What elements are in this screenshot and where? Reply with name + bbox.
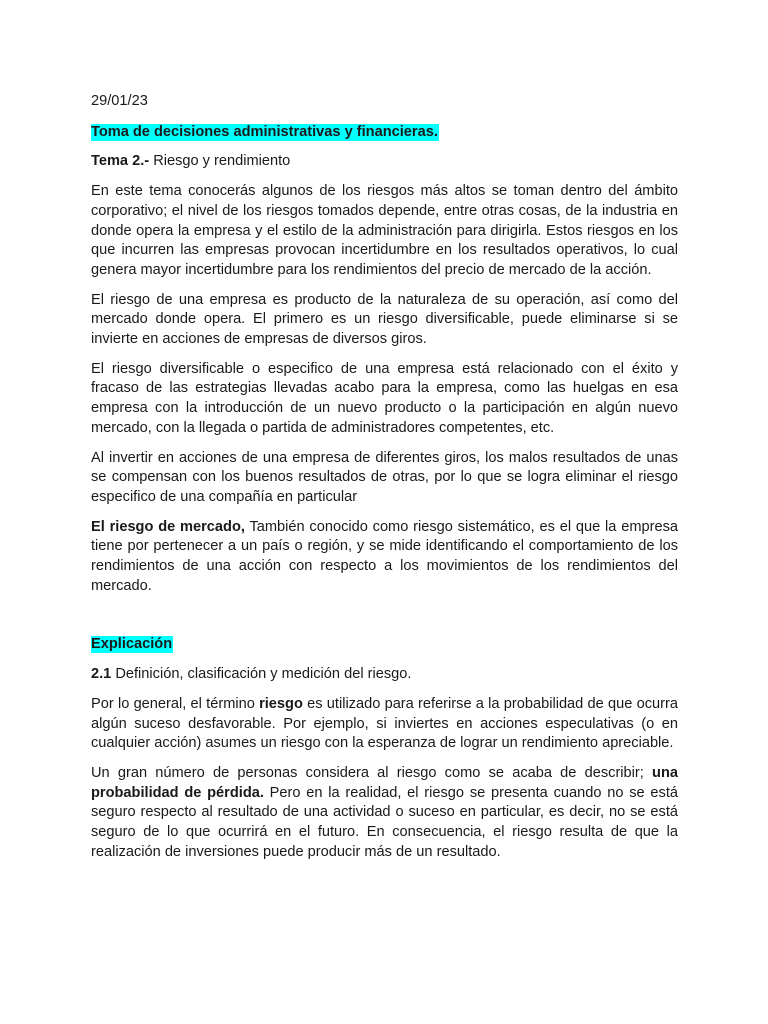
paragraph-market-risk [91, 518, 678, 597]
risk-definition-text-b: es utilizado para referirse a la probabilidad de que ocurra algún suceso desfavorable. Por ejemplo, si inviertes en acciones especulativas (o en cualquier acción) asumes un riesgo con la esperanza de lograr un rendimiento apreciable. [91, 695, 678, 752]
explanation-heading: Explicación [91, 636, 173, 653]
section-number: 2.1 [91, 666, 112, 683]
topic-label: Tema 2.- [91, 153, 150, 170]
document-date: 29/01/23 [91, 93, 148, 109]
section-title-line [91, 665, 678, 685]
topic-title: Riesgo y rendimiento [149, 153, 291, 170]
risk-perception-text-a: Un gran número de personas considera al riesgo como se acaba de describir; [91, 764, 653, 781]
paragraph-intro: En este tema conocerás algunos de los riesgos más altos se toman dentro del ámbito corporativo; el nivel de los riesgos tomados depende, entre otras cosas, de la industria en donde opera la empresa y el estilo de la administración para dirigirla. Estos riesgos en los que incurren las empresas provocan incertidumbre en los resultados operativos, lo cual genera mayor incertidumbre para los rendimientos del precio de mercado de la acción. [91, 183, 678, 278]
topic-line [91, 152, 678, 172]
paragraph-company-risk: El riesgo de una empresa es producto de la naturaleza de su operación, así como del mercado donde opera. El primero es un riesgo diversificable, puede eliminarse si se invierte en acciones de empresas de diversos giros. [91, 291, 678, 348]
risk-term: riesgo [259, 695, 303, 712]
market-risk-text: También conocido como riesgo sistemático, es el que la empresa tiene por pertenecer a un país o región, y se mide identificando el comportamiento de los rendimientos de una acción con respecto a los movimientos de los rendimientos del mercado. [91, 518, 678, 594]
paragraph-risk-definition [91, 695, 678, 754]
loss-probability-term: una probabilidad de pérdida. [91, 764, 678, 801]
market-risk-term: El riesgo de mercado, [91, 518, 245, 535]
document-page [91, 92, 678, 873]
risk-definition-text-a: Por lo general, el término [91, 695, 260, 712]
document-heading: Toma de decisiones administrativas y financieras. [91, 123, 438, 140]
section-spacer [91, 606, 678, 635]
document-heading-line [91, 123, 678, 143]
paragraph-risk-perception [91, 764, 678, 863]
section-title: Definición, clasificación y medición del riesgo. [111, 666, 412, 683]
explanation-heading-line [91, 635, 678, 655]
paragraph-diversifiable-risk: El riesgo diversificable o especifico de una empresa está relacionado con el éxito y fracaso de las estrategias llevadas acabo para la empresa, como las huelgas en esa empresa con la introducción de un nuevo producto o la participación en algún nuevo mercado, con la llegada o partida de administradores competentes, etc. [91, 360, 678, 436]
paragraph-diversification: Al invertir en acciones de una empresa de diferentes giros, los malos resultados de unas se compensan con los buenos resultados de otras, por lo que se logra eliminar el riesgo especifico de una compañía en particular [91, 449, 678, 505]
risk-perception-text-b: Pero en la realidad, el riesgo se presenta cuando no se está seguro respecto al resultado de una actividad o suceso en particular, es decir, no se está seguro de lo que ocurrirá en el futuro. En consecuencia, el riesgo resulta de que la realización de inversiones puede producir más de un resultado. [91, 784, 678, 860]
